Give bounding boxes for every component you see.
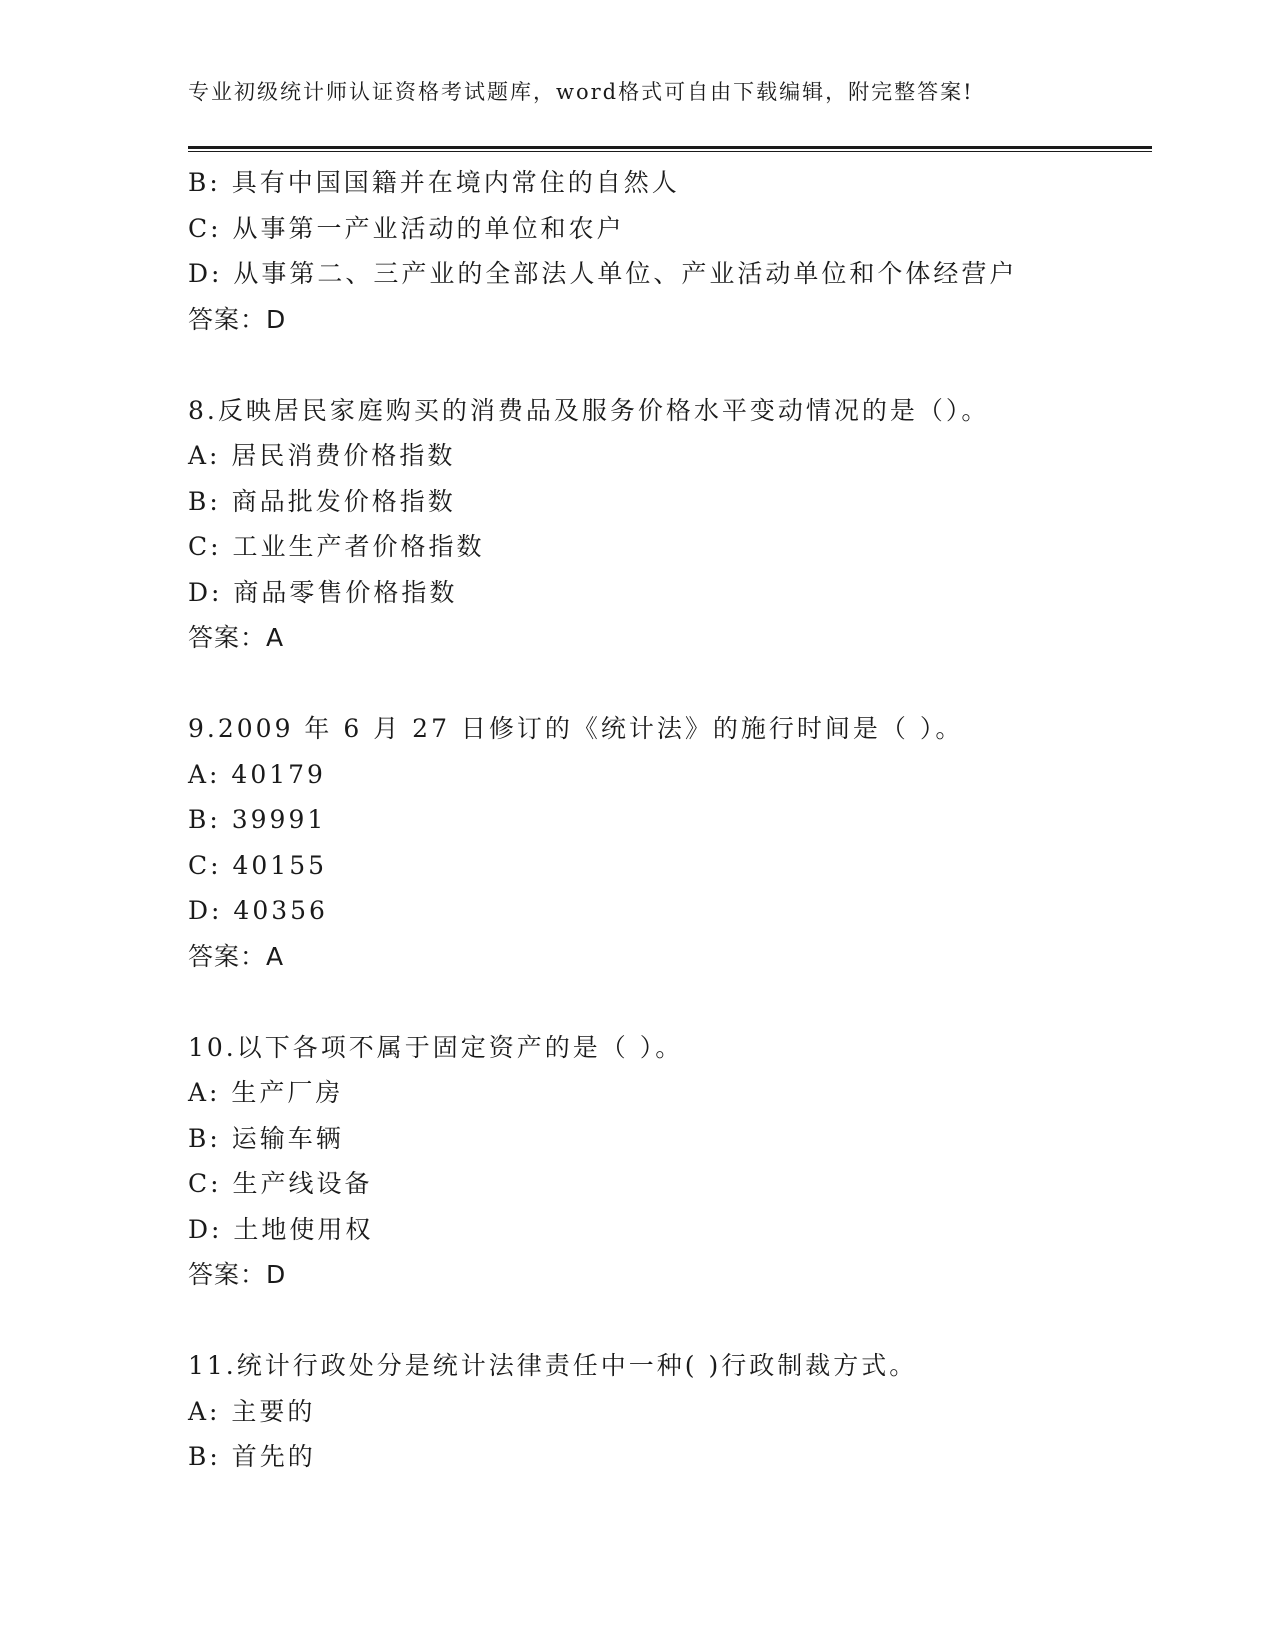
answer-line: 答案：A (188, 623, 285, 652)
question-stem: 11.统计行政处分是统计法律责任中一种( )行政制裁方式。 (188, 1351, 918, 1380)
header-rule (188, 146, 1152, 149)
spacer (188, 342, 1152, 388)
answer-line: 答案：D (188, 1260, 287, 1289)
question-stem: 8.反映居民家庭购买的消费品及服务价格水平变动情况的是（）。 (188, 395, 990, 425)
option-line: A: 主要的 (188, 1396, 316, 1426)
answer-line: 答案：D (188, 304, 287, 334)
option-line: D: 土地使用权 (188, 1214, 374, 1244)
spacer (188, 1298, 1152, 1344)
option-line: D: 商品零售价格指数 (188, 577, 458, 607)
spacer (188, 661, 1152, 707)
option-line: D: 从事第二、三产业的全部法人单位、产业活动单位和个体经营户 (188, 259, 1018, 288)
answer-line: 答案：A (188, 941, 285, 971)
option-line: C: 40155 (188, 850, 328, 880)
option-line: A: 40179 (188, 759, 326, 789)
option-line: B: 运输车辆 (188, 1123, 344, 1153)
option-line: C: 工业生产者价格指数 (188, 532, 485, 561)
header-rule-thin (188, 151, 1152, 152)
question-list (188, 160, 1152, 1480)
page-header: 专业初级统计师认证资格考试题库，word格式可自由下载编辑，附完整答案! (188, 80, 974, 104)
option-line: D: 40356 (188, 896, 328, 925)
option-line: C: 生产线设备 (188, 1169, 373, 1198)
spacer (188, 979, 1152, 1025)
question-stem: 9.2009 年 6 月 27 日修订的《统计法》的施行时间是（ ）。 (188, 714, 964, 743)
option-line: B: 具有中国国籍并在境内常住的自然人 (188, 168, 680, 197)
option-line: C: 从事第一产业活动的单位和农户 (188, 213, 625, 243)
option-line: A: 居民消费价格指数 (188, 441, 456, 470)
option-line: B: 首先的 (188, 1442, 316, 1471)
option-line: A: 生产厂房 (188, 1078, 344, 1107)
option-line: B: 39991 (188, 805, 327, 834)
question-stem: 10.以下各项不属于固定资产的是（ ）。 (188, 1032, 684, 1062)
option-line: B: 商品批发价格指数 (188, 486, 456, 516)
